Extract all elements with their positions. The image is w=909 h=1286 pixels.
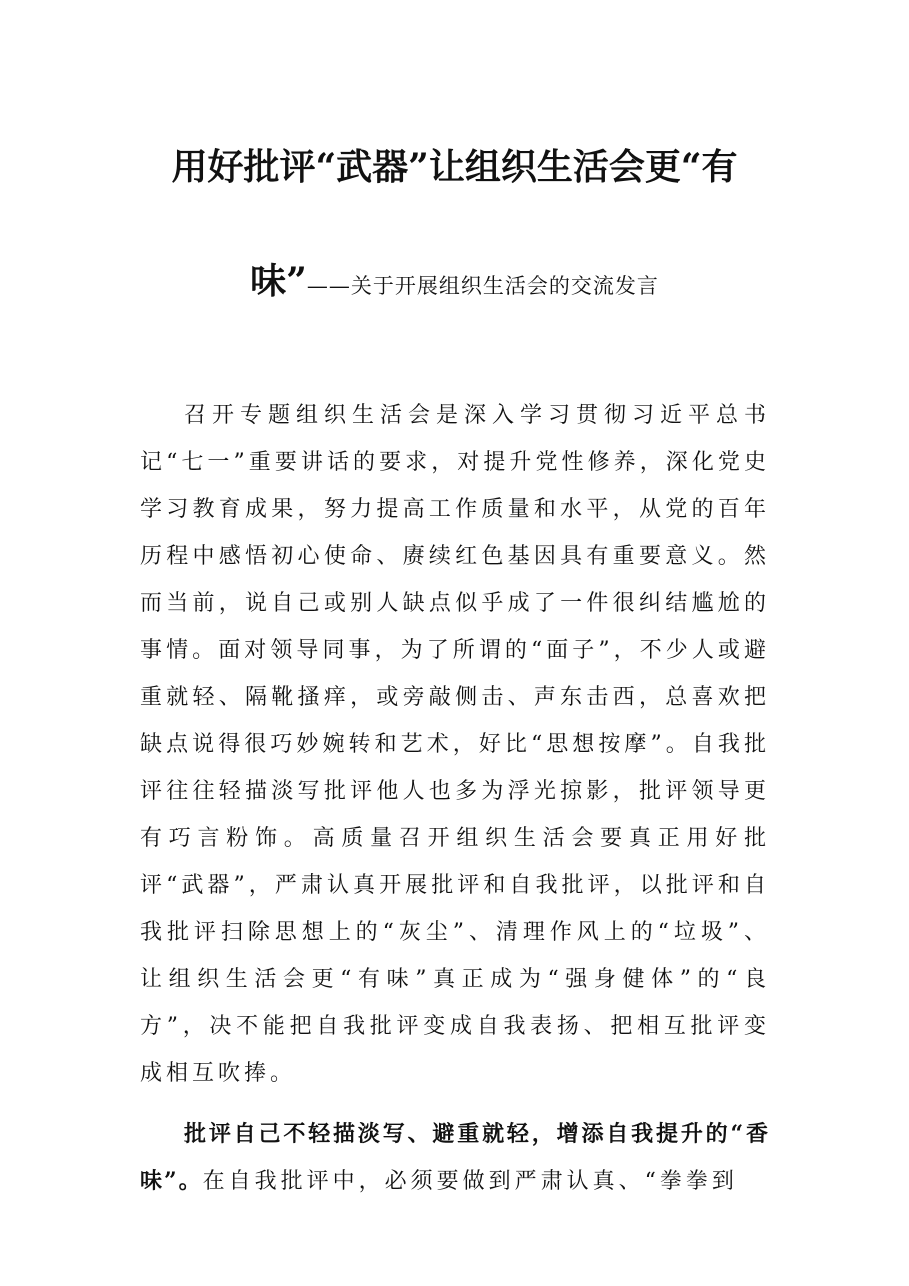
paragraph-2 [140,1111,770,1205]
document-title: 用好批评“武器”让组织生活会更“有 [171,146,738,188]
document-subtitle: ——关于开展组织生活会的交流发言 [306,274,659,298]
paragraph-2-text: 在自我批评中，必须要做到严肃认真、“拳拳到 [202,1169,738,1194]
document-title-continuation [0,256,909,313]
document-body [140,392,770,1205]
paragraph-1-text: 召开专题组织生活会是深入学习贯彻习近平总书记“七一”重要讲话的要求，对提升党性修养，深化党史学习教育成果，努力提高工作质量和水平，从党的百年历程中感悟初心使命、赓续红色基因具有重要意义。然而当前，说自己或别人缺点似乎成了一件很纠结尴尬的事情。面对领导同事，为了所谓的“面子”，不少人或避重就轻、隔靴搔痒，或旁敲侧击、声东击西，总喜欢把缺点说得很巧妙婉转和艺术，好比“思想按摩”。自我批评往往轻描淡写批评他人也多为浮光掠影，批评领导更有巧言粉饰。高质量召开组织生活会要真正用好批评“武器”，严肃认真开展批评和自我批评，以批评和自我批评扫除思想上的“灰尘”、清理作风上的“垃圾”、让组织生活会更“有味”真正成为“强身健体”的“良方”，决不能把自我批评变成自我表扬、把相互批评变成相互吹捧。 [140,403,770,1086]
paragraph-1 [140,392,770,1097]
title-continuation-text: 味” [250,260,307,302]
paragraph-2-lead: 批评自己不轻描淡写、避重就轻，增添自我提升的“香味”。 [140,1121,770,1194]
